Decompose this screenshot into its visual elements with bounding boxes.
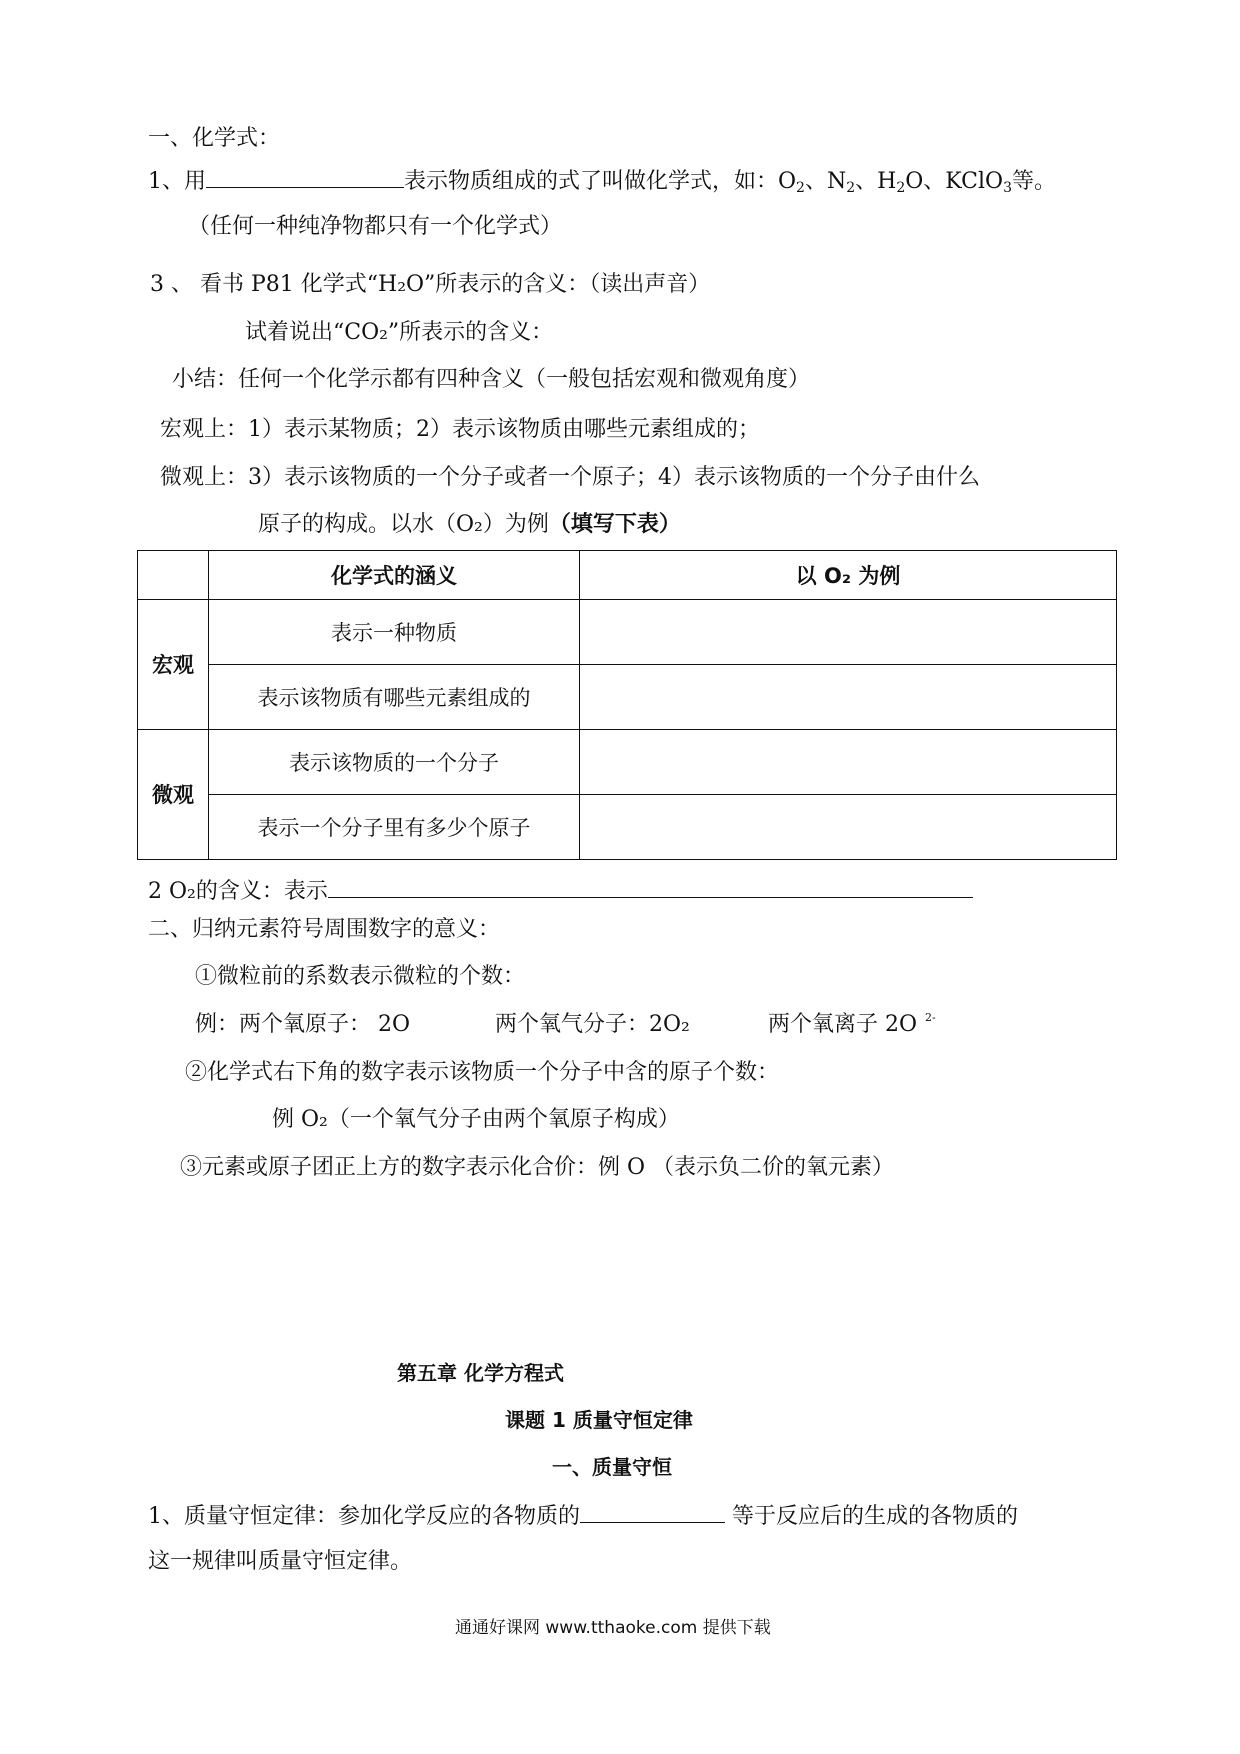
- fill-blank[interactable]: [328, 875, 973, 898]
- table-row-label: 表示该物质有哪些元素组成的: [209, 665, 580, 730]
- table-row-label: 表示一种物质: [209, 600, 580, 665]
- answer-cell[interactable]: [580, 795, 1117, 860]
- fill-blank[interactable]: [580, 1500, 725, 1523]
- answer-cell[interactable]: [580, 665, 1117, 730]
- item3: 3 、 看书 P81 化学式“H₂O”所表示的含义：（读出声音）: [150, 272, 711, 297]
- note: （任何一种纯净物都只有一个化学式）: [188, 214, 563, 239]
- law-cont: 这一规律叫质量守恒定律。: [148, 1549, 413, 1574]
- fill-blank[interactable]: [206, 165, 404, 188]
- item1-tail: 等。: [1011, 169, 1056, 194]
- law-prefix: 1、质量守恒定律：参加化学反应的各物质的: [148, 1504, 580, 1529]
- table-row-label: 表示一个分子里有多少个原子: [209, 795, 580, 860]
- meaning-2o2-label: 2 O₂的含义：表示: [148, 879, 328, 904]
- footer: 通通好课网 www.tthaoke.com 提供下载: [455, 1618, 771, 1638]
- example1-b: 两个氧气分子：2O₂: [495, 1012, 690, 1037]
- example1-a: 例：两个氧原子： 2O: [195, 1012, 411, 1037]
- section1-heading: 一、化学式：: [148, 126, 281, 151]
- answer-cell[interactable]: [580, 730, 1117, 795]
- rule2: ②化学式右下角的数字表示该物质一个分子中含的原子个数：: [185, 1060, 780, 1085]
- macro-label: 宏观: [138, 600, 209, 730]
- example2: 例 O₂（一个氧气分子由两个氧原子构成）: [272, 1107, 680, 1132]
- lesson-title: 课题 1 质量守恒定律: [505, 1408, 693, 1432]
- micro-label: 微观: [138, 730, 209, 860]
- header-meaning: 化学式的涵义: [209, 551, 580, 600]
- rule1: ①微粒前的系数表示微粒的个数：: [195, 964, 526, 989]
- example1-c-text: 两个氧离子 2O: [768, 1012, 918, 1037]
- micro-cont: [258, 510, 681, 540]
- law-suffix: 等于反应后的生成的各物质的: [725, 1504, 1018, 1529]
- rule3: ③元素或原子团正上方的数字表示化合价：例 O （表示负二价的氧元素）: [180, 1155, 895, 1180]
- try-line: 试着说出“CO₂”所表示的含义：: [245, 320, 554, 345]
- chemical-formula-table: [137, 550, 1117, 860]
- meaning-2o2-line: [148, 875, 973, 907]
- table-row-label: 表示该物质的一个分子: [209, 730, 580, 795]
- item1-line: 1、用 表示物质组成的式了叫做化学式，如：$O_2$、$N_2$、$H_2O$、KClO$_3$等。: [148, 165, 1056, 197]
- subheading: 一、质量守恒: [552, 1455, 672, 1479]
- micro-line: 微观上：3）表示该物质的一个分子或者一个原子；4）表示该物质的一个分子由什么: [160, 465, 980, 490]
- example1-c: [768, 1010, 936, 1040]
- item1-suffix: 表示物质组成的式了叫做化学式，如：O: [404, 169, 797, 194]
- summary: 小结：任何一个化学示都有四种含义（一般包括宏观和微观角度）: [172, 367, 811, 392]
- law-line: [148, 1500, 1018, 1532]
- header-example: 以 O₂ 为例: [580, 551, 1117, 600]
- table-corner: [138, 551, 209, 600]
- fill-table-instruction: （填写下表）: [548, 512, 681, 537]
- chapter-title: 第五章 化学方程式: [397, 1361, 564, 1385]
- micro-cont-text: 原子的构成。以水（O₂）为例: [258, 512, 549, 537]
- answer-cell[interactable]: [580, 600, 1117, 665]
- charge-superscript: 2-: [925, 1011, 936, 1024]
- section2-heading: 二、归纳元素符号周围数字的意义：: [148, 917, 501, 942]
- item1-prefix: 1、用: [148, 169, 206, 194]
- macro-line: 宏观上：1）表示某物质；2）表示该物质由哪些元素组成的；: [160, 417, 760, 442]
